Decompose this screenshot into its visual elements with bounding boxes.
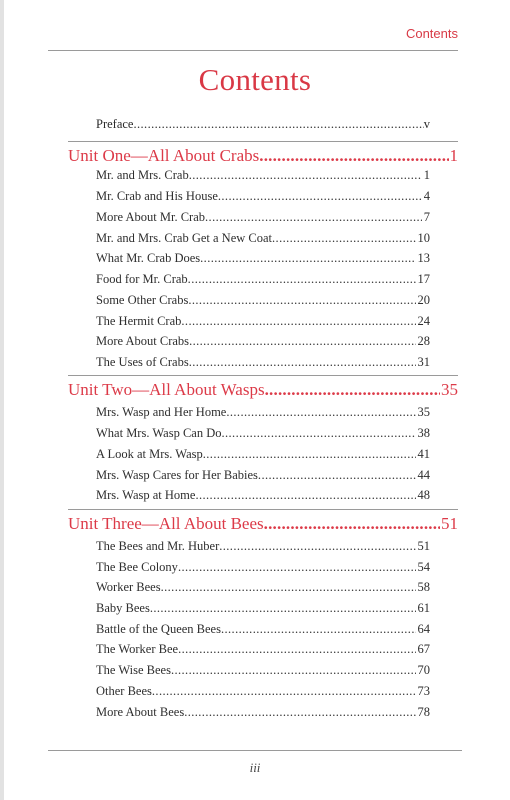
toc-entry — [96, 231, 430, 246]
toc-entry-page: 13 — [417, 251, 430, 265]
toc-entry — [96, 447, 430, 462]
toc-entry-label: Baby Bees — [96, 601, 150, 615]
toc-entry-page: 10 — [417, 231, 430, 245]
footer-rule — [48, 750, 462, 751]
header-rule — [48, 50, 458, 51]
leader-dots — [178, 642, 415, 657]
toc-entry-page: v — [423, 117, 430, 131]
toc-entry-page: 67 — [417, 642, 430, 656]
leader-dots — [189, 334, 415, 349]
toc-entry — [96, 334, 430, 349]
unit-heading-page: 35 — [441, 380, 458, 399]
toc-entry — [96, 539, 430, 554]
leader-dots — [150, 601, 416, 616]
leader-dots — [218, 189, 422, 204]
leader-dots — [178, 560, 416, 575]
toc-entry-page: 44 — [417, 468, 430, 482]
leader-dots — [200, 251, 415, 266]
toc-entry-label: The Hermit Crab — [96, 314, 182, 328]
toc-entry-label: Food for Mr. Crab — [96, 272, 188, 286]
unit-heading-label: Unit Three—All About Bees — [68, 514, 264, 533]
leader-dots — [161, 580, 416, 595]
toc-entry-page: 54 — [417, 560, 430, 574]
toc-entry — [96, 272, 430, 287]
toc-entry-page: 20 — [417, 293, 430, 307]
unit-rule — [68, 509, 458, 510]
toc-entry-page: 24 — [417, 314, 430, 328]
leader-dots — [184, 705, 415, 720]
toc-entry-label: Mrs. Wasp and Her Home — [96, 405, 227, 419]
page-title: Contents — [198, 62, 312, 97]
toc-entry-page: 70 — [417, 663, 430, 677]
toc-entry-page: 31 — [417, 355, 430, 369]
toc-entry-label: More About Crabs — [96, 334, 190, 348]
toc-entry-page: 51 — [417, 539, 430, 553]
leader-dots — [203, 447, 416, 462]
toc-entry-label: More About Bees — [96, 705, 185, 719]
toc-entry — [96, 293, 430, 308]
leader-dots — [221, 426, 415, 441]
toc-entry-label: What Mr. Crab Does — [96, 251, 201, 265]
toc-entry — [96, 601, 430, 616]
leader-dots — [272, 231, 415, 246]
toc-entry-label: The Bee Colony — [96, 560, 178, 574]
leader-dots — [226, 405, 415, 420]
toc-entry-label: More About Mr. Crab — [96, 210, 206, 224]
toc-entry — [96, 168, 430, 183]
toc-entry — [96, 210, 430, 225]
unit-heading-page: 51 — [441, 514, 458, 533]
toc-entry-label: Other Bees — [96, 684, 152, 698]
unit-heading — [68, 380, 458, 400]
toc-entry-page: 73 — [417, 684, 430, 698]
toc-entry-page: 28 — [417, 334, 430, 348]
leader-dots — [188, 293, 415, 308]
toc-entry-page: 4 — [423, 189, 430, 203]
leader-dots — [181, 314, 415, 329]
unit-heading-label: Unit One—All About Crabs — [68, 146, 260, 165]
toc-entry-page: 61 — [417, 601, 430, 615]
leader-dots — [221, 622, 416, 637]
toc-entry-label: What Mrs. Wasp Can Do — [96, 426, 222, 440]
toc-entry-label: Mr. Crab and His House — [96, 189, 218, 203]
leader-dots — [195, 488, 415, 503]
toc-entry-page: 58 — [417, 580, 430, 594]
toc-entry — [96, 251, 430, 266]
toc-entry — [96, 622, 430, 637]
running-head: Contents — [405, 26, 458, 41]
leader-dots — [259, 146, 448, 166]
toc-entry-label: Mr. and Mrs. Crab — [96, 168, 189, 182]
toc-entry — [96, 189, 430, 204]
leader-dots — [188, 272, 416, 287]
toc-entry-page: 1 — [423, 168, 430, 182]
toc-entry — [96, 488, 430, 503]
unit-heading-label: Unit Two—All About Wasps — [68, 380, 265, 399]
leader-dots — [258, 468, 416, 483]
toc-entry-page: 48 — [417, 488, 430, 502]
toc-entry-label: The Bees and Mr. Huber — [96, 539, 220, 553]
leader-dots — [152, 684, 416, 699]
toc-entry — [96, 705, 430, 720]
leader-dots — [265, 380, 440, 400]
toc-entry-label: The Worker Bee — [96, 642, 179, 656]
toc-entry — [96, 405, 430, 420]
toc-entry-page: 17 — [417, 272, 430, 286]
toc-entry — [96, 314, 430, 329]
toc-entry-label: Preface — [96, 117, 134, 131]
page-edge-shadow — [0, 0, 4, 800]
toc-entry — [96, 580, 430, 595]
unit-heading — [68, 514, 458, 534]
toc-entry-label: Battle of the Queen Bees — [96, 622, 221, 636]
unit-heading-page: 1 — [449, 146, 458, 165]
toc-entry-label: Mrs. Wasp at Home — [96, 488, 196, 502]
toc-entry — [96, 468, 430, 483]
toc-entry-page: 35 — [417, 405, 430, 419]
leader-dots — [205, 210, 422, 225]
unit-heading — [68, 146, 458, 166]
leader-dots — [133, 117, 423, 132]
leader-dots — [264, 514, 440, 534]
toc-entry-page: 7 — [423, 210, 430, 224]
toc-entry-label: Mr. and Mrs. Crab Get a New Coat — [96, 231, 273, 245]
toc-entry-label: The Wise Bees — [96, 663, 171, 677]
toc-entry-label: Worker Bees — [96, 580, 161, 594]
leader-dots — [219, 539, 415, 554]
toc-entry — [96, 684, 430, 699]
toc-entry-label: The Uses of Crabs — [96, 355, 189, 369]
toc-entry-label: A Look at Mrs. Wasp — [96, 447, 203, 461]
unit-rule — [68, 141, 458, 142]
toc-entry — [96, 426, 430, 441]
toc-entry — [96, 663, 430, 678]
toc-entry — [96, 355, 430, 370]
toc-entry-label: Some Other Crabs — [96, 293, 189, 307]
leader-dots — [189, 168, 422, 183]
toc-entry-page: 78 — [417, 705, 430, 719]
page-number: iii — [249, 760, 261, 775]
toc-entry-label: Mrs. Wasp Cares for Her Babies — [96, 468, 258, 482]
toc-entry-page: 64 — [417, 622, 430, 636]
toc-entry-page: 38 — [417, 426, 430, 440]
toc-entry-page: 41 — [417, 447, 430, 461]
unit-rule — [68, 375, 458, 376]
leader-dots — [171, 663, 416, 678]
leader-dots — [189, 355, 416, 370]
toc-entry — [96, 560, 430, 575]
toc-entry-preface — [96, 117, 430, 132]
toc-entry — [96, 642, 430, 657]
